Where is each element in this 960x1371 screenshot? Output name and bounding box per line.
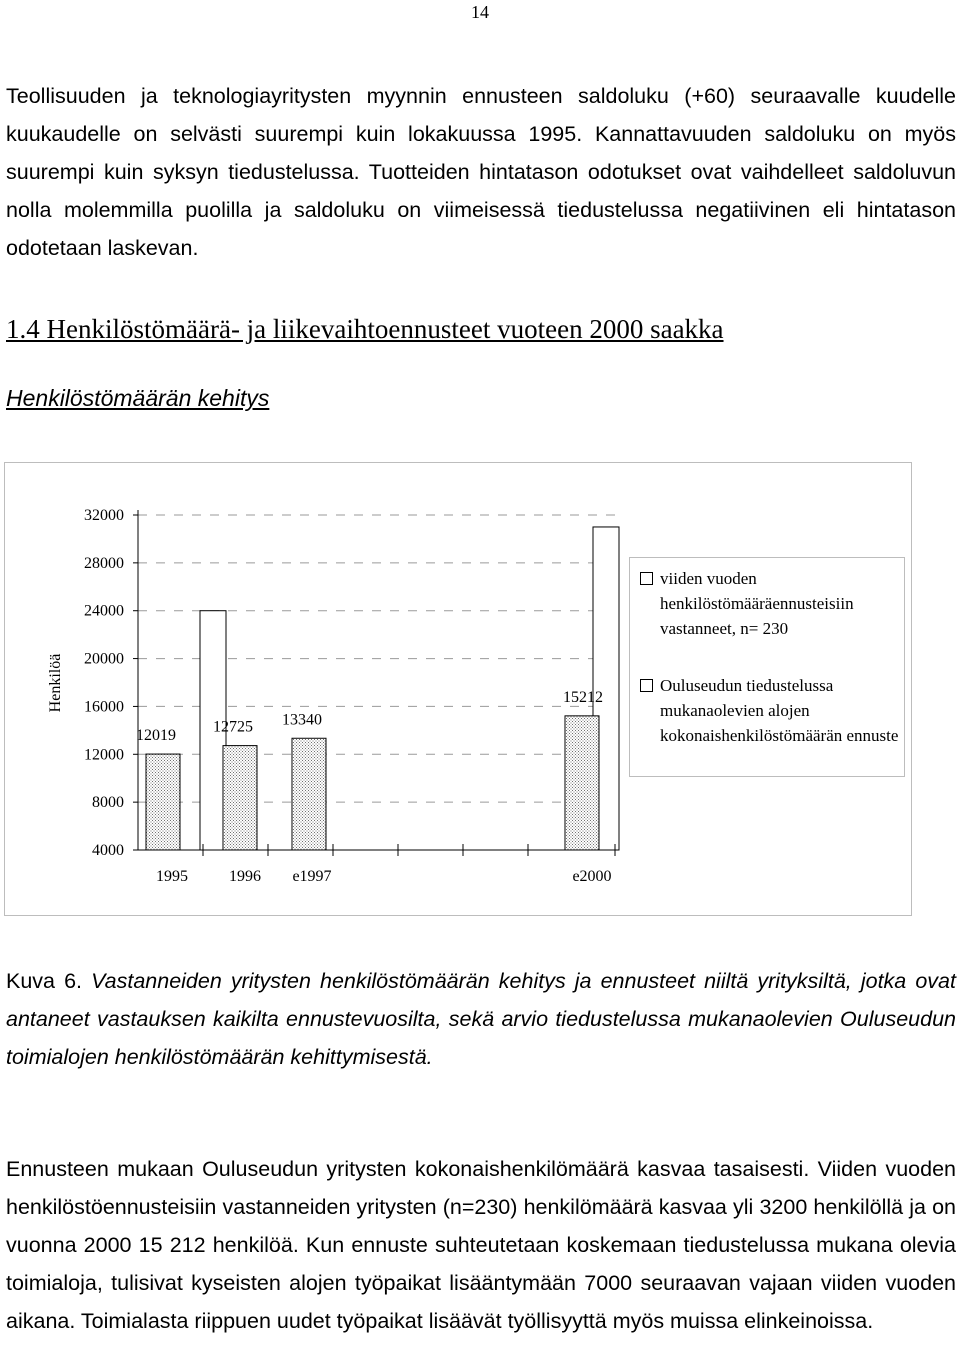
data-label-1996: 12725 (213, 718, 253, 736)
y-tick-label-24000: 24000 (84, 602, 124, 620)
sub-heading: Henkilöstömäärän kehitys (6, 385, 270, 411)
legend-swatch-white (640, 572, 653, 585)
caption-text: Vastanneiden yritysten henkilöstömäärän kehitys ja ennusteet niiltä yrityksiltä, jotka ovat antaneet vastauksen kaikilta ennustevuosilta, sekä arvio tiedustelussa mukanaolevien Ouluseudun toimialojen henkilöstömäärän kehittymisestä. (6, 969, 956, 1069)
y-tick-label-8000: 8000 (92, 794, 124, 812)
legend-item-total-estimate (640, 673, 902, 748)
y-tick-label-4000: 4000 (92, 842, 124, 859)
legend-item-respondents (640, 566, 902, 641)
bars (146, 527, 619, 850)
data-label-e2000: 15212 (563, 688, 603, 706)
data-label-1995: 12019 (136, 727, 176, 745)
caption-label: Kuva 6. (6, 969, 83, 993)
y-tick-label-28000: 28000 (84, 554, 124, 572)
x-category-label-e2000: e2000 (572, 868, 612, 885)
x-category-label-e1997: e1997 (292, 868, 332, 885)
legend-label-total-estimate: Ouluseudun tiedustelussa mukanaolevien alojen kokonaishenkilöstömäärän ennuste (660, 676, 899, 745)
figure-caption (6, 962, 956, 1076)
bar-total-estimate-e1997 (292, 738, 326, 850)
bar-total-estimate-1996 (223, 746, 257, 850)
y-axis-label: Henkilöä (47, 653, 64, 713)
y-tick-label-20000: 20000 (84, 650, 124, 668)
legend-swatch-dotted (640, 679, 653, 692)
x-category-label-1996: 1996 (229, 868, 261, 885)
data-label-e1997: 13340 (282, 711, 322, 729)
body-paragraph-2: Ennusteen mukaan Ouluseudun yritysten kokonaishenkilömäärä kasvaa tasaisesti. Viiden vuoden henkilöstöennusteisiin vastanneiden yritysten (n=230) henkilömäärä kasvaa yli 3200 henkilöllä ja on vuonna 2000 15 212 henkilöä. Kun ennuste suhteutetaan koskemaan tiedustelussa mukana olevia toimialoja, tulisivat kyseisten alojen työpaikat lisääntymään 7000 seuraavan vajaan viiden vuoden aikana. Toimialasta riippuen uudet työpaikat lisäävät työllisyyttä myös muissa elinkeinoissa. (6, 1157, 956, 1333)
bar-total-estimate-1995 (146, 754, 180, 850)
section-heading: 1.4 Henkilöstömäärä- ja liikevaihtoennusteet vuoteen 2000 saakka (6, 314, 724, 344)
legend-label-respondents: viiden vuoden henkilöstömääräennusteisiin vastanneet, n= 230 (660, 569, 854, 638)
chart-legend (629, 557, 905, 777)
y-tick-label-16000: 16000 (84, 698, 124, 716)
x-category-label-1995: 1995 (156, 868, 188, 885)
body-paragraph-1: Teollisuuden ja teknologiayritysten myynnin ennusteen saldoluku (+60) seuraavalle kuudelle kuukaudelle on selvästi suurempi kuin lokakuussa 1995. Kannattavuuden saldoluku on myös suurempi kuin syksyn tiedustelussa. Tuotteiden hintatason odotukset ovat vaihdelleet saldoluvun nolla molemmilla puolilla ja saldoluku on viimeisessä tiedustelussa negatiivinen eli hintatason odotetaan laskevan. (6, 84, 956, 260)
page-number: 14 (471, 2, 489, 22)
y-tick-label-32000: 32000 (84, 507, 124, 524)
bar-total-estimate-e2000 (565, 716, 599, 850)
y-tick-label-12000: 12000 (84, 746, 124, 764)
